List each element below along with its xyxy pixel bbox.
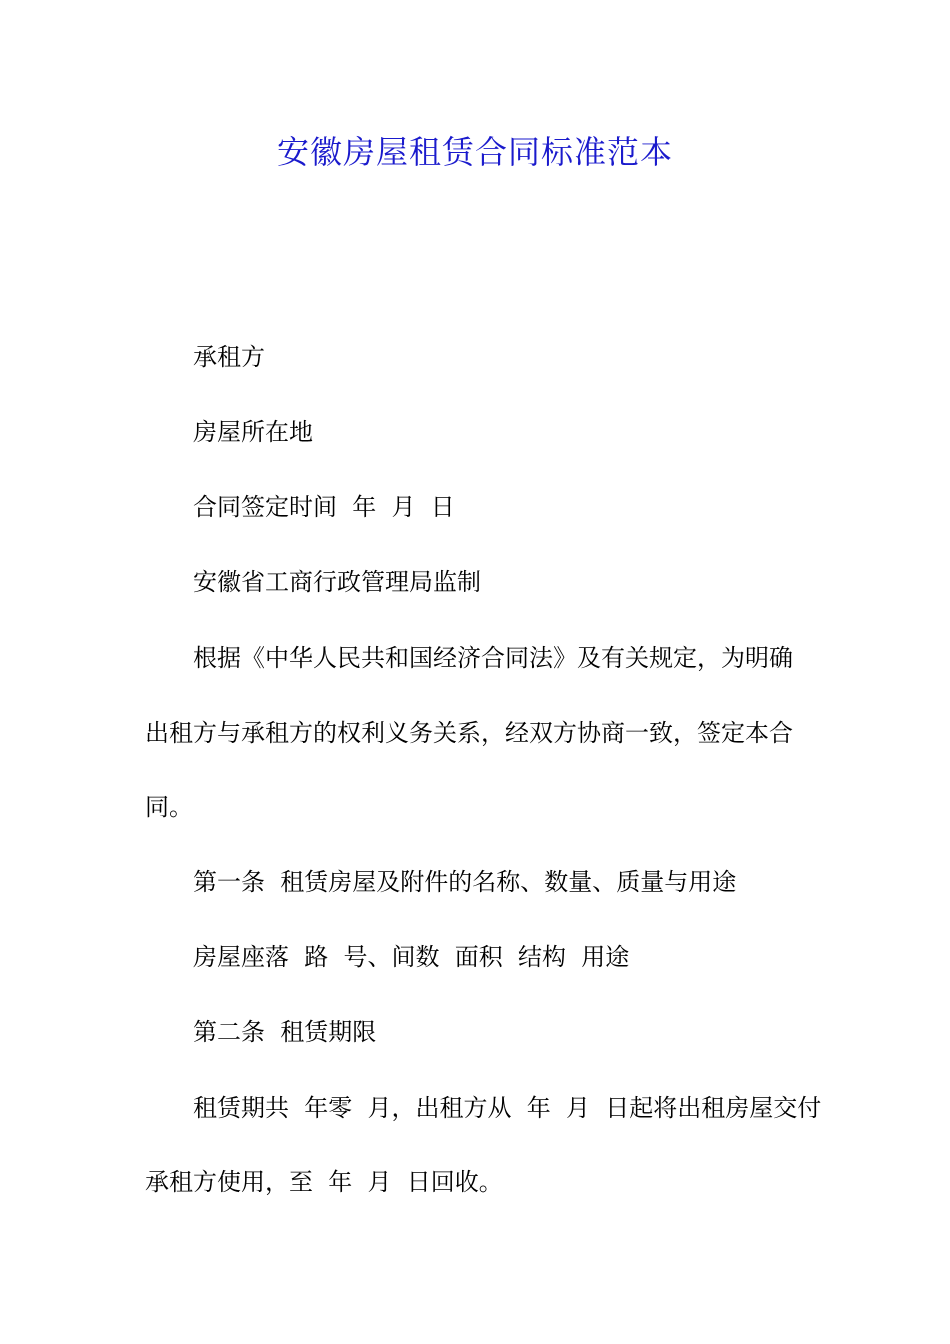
preamble-line-3: 同。	[145, 793, 193, 821]
preamble-line-2: 出租方与承租方的权利义务关系，经双方协商一致，签定本合	[145, 719, 793, 747]
lease-term-line-2: 承租方使用，至 年 月 日回收。	[145, 1168, 503, 1196]
document-title: 安徽房屋租赁合同标准范本	[276, 133, 673, 171]
property-location-line: 房屋所在地	[193, 418, 313, 446]
property-details-line: 房屋座落 路 号、间数 面积 结构 用途	[193, 943, 630, 971]
contract-date-line: 合同签定时间 年 月 日	[193, 493, 455, 521]
lease-term-line-1: 租赁期共 年零 月，出租方从 年 月 日起将出租房屋交付	[193, 1094, 822, 1122]
article-2-heading: 第二条 租赁期限	[193, 1018, 377, 1046]
supervisor-line: 安徽省工商行政管理局监制	[193, 568, 481, 596]
preamble-line-1: 根据《中华人民共和国经济合同法》及有关规定，为明确	[193, 644, 793, 672]
article-1-heading: 第一条 租赁房屋及附件的名称、数量、质量与用途	[193, 868, 737, 896]
lessee-line: 承租方	[193, 343, 265, 371]
